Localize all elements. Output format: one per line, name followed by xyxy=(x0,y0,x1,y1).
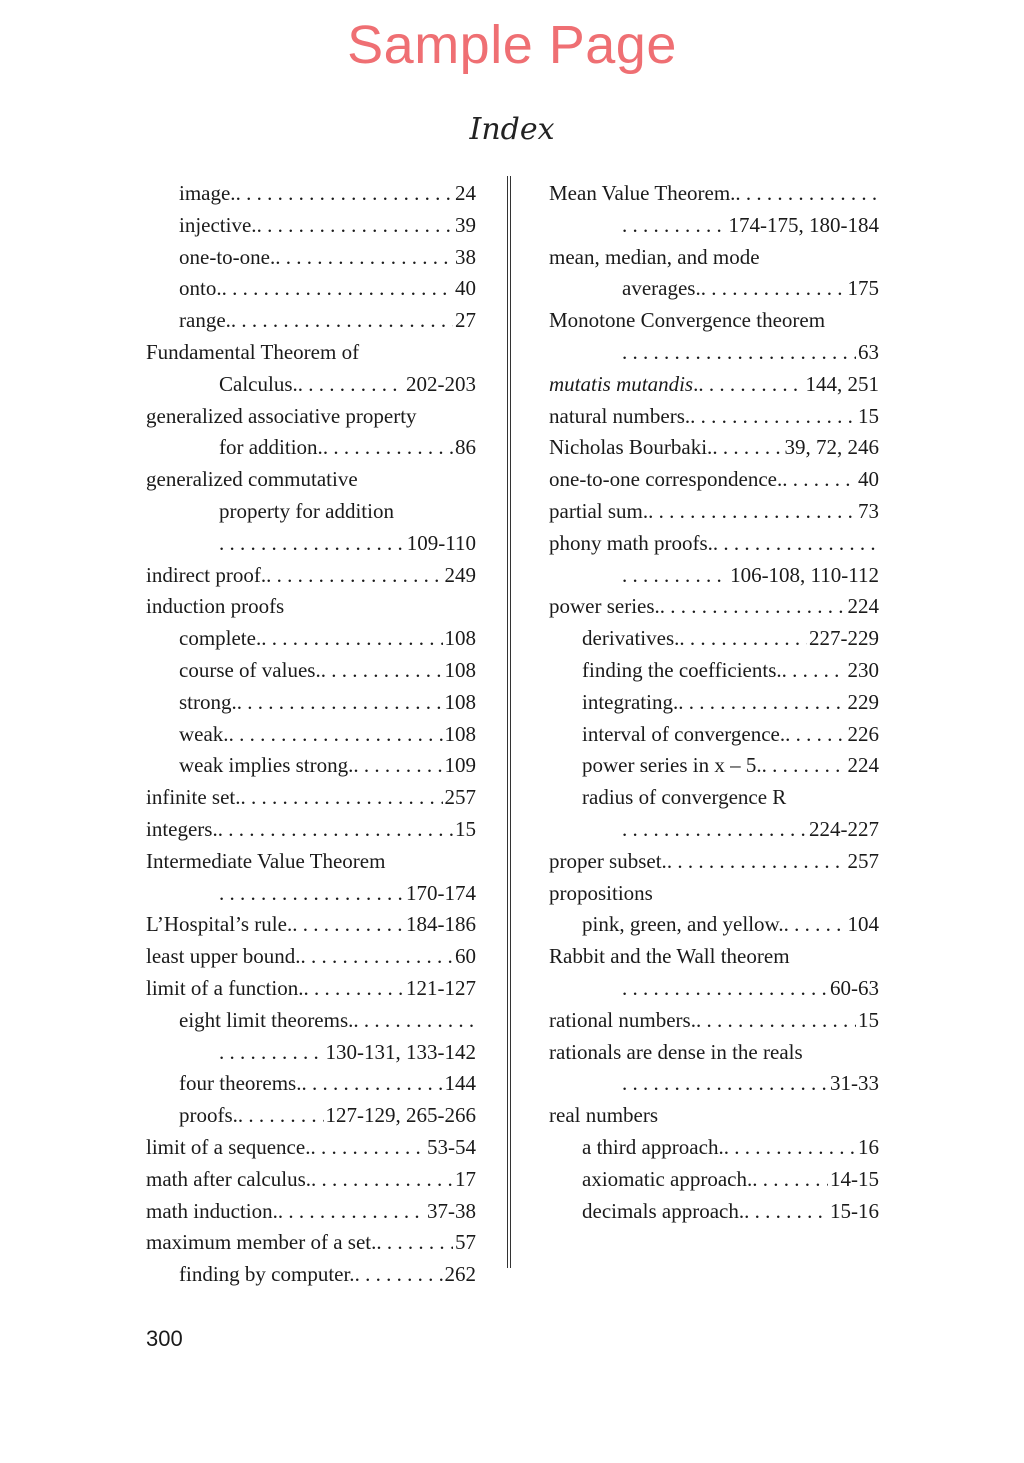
dot-leader xyxy=(298,369,404,401)
index-entry xyxy=(549,719,879,751)
index-entry-term: one-to-one correspondence. xyxy=(549,467,783,492)
index-entry-term: proofs. xyxy=(179,1103,238,1128)
dot-leader xyxy=(301,941,453,973)
index-entry xyxy=(146,1037,476,1069)
dot-leader xyxy=(353,1005,474,1037)
dot-leader xyxy=(690,401,856,433)
index-entry xyxy=(549,1037,879,1069)
index-entry xyxy=(549,782,879,814)
index-entry-term: rational numbers. xyxy=(549,1007,696,1032)
index-entry xyxy=(549,210,879,242)
index-entry-term: mutatis mutandis. xyxy=(549,371,699,396)
index-entry-term: finding the coefficients. xyxy=(582,657,782,682)
dot-leader xyxy=(735,178,877,210)
index-entry-pages: 229 xyxy=(847,689,879,714)
index-entry xyxy=(549,369,879,401)
dot-leader xyxy=(292,909,404,941)
index-entry-term: averages. xyxy=(622,276,701,301)
index-entry xyxy=(549,305,879,337)
index-entry-pages: 130-131, 133-142 xyxy=(325,1039,476,1064)
index-entry-term: maximum member of a set. xyxy=(146,1230,377,1255)
index-entry-pages: 39, 72, 246 xyxy=(784,435,879,460)
index-entry xyxy=(146,750,476,782)
index-entry xyxy=(146,909,476,941)
index-entry-pages: 17 xyxy=(455,1166,476,1191)
dot-leader xyxy=(310,1132,425,1164)
dot-leader xyxy=(762,750,846,782)
dot-leader xyxy=(784,909,846,941)
index-entry-term: mean, median, and mode xyxy=(549,244,760,269)
index-entry-pages: 108 xyxy=(444,721,476,746)
index-entry-pages: 53-54 xyxy=(427,1134,476,1159)
dot-leader xyxy=(311,1164,453,1196)
dot-leader xyxy=(622,337,856,369)
index-entry-term: finding by computer. xyxy=(179,1262,355,1287)
dot-leader xyxy=(678,687,845,719)
index-entry-term: math after calculus. xyxy=(146,1166,312,1191)
dot-leader xyxy=(622,1068,828,1100)
dot-leader xyxy=(266,560,442,592)
index-entry-term: integers. xyxy=(146,816,218,841)
index-entry-pages: 37-38 xyxy=(427,1198,476,1223)
dot-leader xyxy=(229,719,443,751)
dot-leader xyxy=(782,655,846,687)
index-entry xyxy=(549,909,879,941)
index-entry-pages: 170-174 xyxy=(406,880,476,905)
index-entry-term: for addition. xyxy=(219,435,323,460)
index-entry xyxy=(549,337,879,369)
index-entry-term: partial sum. xyxy=(549,498,649,523)
index-entry xyxy=(146,432,476,464)
index-entry-term: power series. xyxy=(549,594,660,619)
dot-leader xyxy=(219,528,405,560)
index-entry-pages: 230 xyxy=(847,657,879,682)
index-column-left xyxy=(146,178,476,1291)
index-entry xyxy=(146,814,476,846)
section-title: Index xyxy=(469,112,555,147)
dot-leader xyxy=(219,1037,324,1069)
index-entry-pages: 15-16 xyxy=(830,1198,879,1223)
dot-leader xyxy=(275,242,453,274)
index-entry-term: Mean Value Theorem. xyxy=(549,181,736,205)
index-entry-pages: 108 xyxy=(444,657,476,682)
index-entry-pages: 109-110 xyxy=(406,530,476,555)
index-entry xyxy=(549,941,879,973)
dot-leader xyxy=(278,1196,425,1228)
index-entry-term: range. xyxy=(179,308,231,333)
dot-leader xyxy=(353,750,442,782)
index-entry-term: one-to-one. xyxy=(179,244,276,269)
index-entry-pages: 27 xyxy=(455,308,476,333)
index-entry xyxy=(549,178,879,210)
index-entry-pages: 262 xyxy=(444,1262,476,1287)
index-entry-term: decimals approach. xyxy=(582,1198,745,1223)
index-entry xyxy=(549,655,879,687)
index-entry-term: strong. xyxy=(179,689,237,714)
index-entry-pages: 108 xyxy=(444,626,476,651)
index-entry-pages: 224 xyxy=(847,594,879,619)
index-entry xyxy=(549,401,879,433)
dot-leader xyxy=(712,432,782,464)
index-entry-term: least upper bound. xyxy=(146,944,301,969)
index-entry-pages: 108 xyxy=(444,689,476,714)
index-column-right xyxy=(549,178,879,1227)
index-entry-pages: 60 xyxy=(455,944,476,969)
dot-leader xyxy=(679,623,807,655)
index-entry-term: generalized associative property xyxy=(146,403,417,428)
index-entry-term: natural numbers. xyxy=(549,403,691,428)
index-entry-pages: 175 xyxy=(847,276,879,301)
index-entry xyxy=(549,1005,879,1037)
dot-leader xyxy=(321,655,443,687)
index-entry-term: infinite set. xyxy=(146,785,241,810)
index-entry-term: Intermediate Value Theorem xyxy=(146,848,386,873)
index-entry-term: phony math proofs. xyxy=(549,530,713,555)
dot-leader xyxy=(667,846,846,878)
index-entry-pages: 224 xyxy=(847,753,879,778)
index-entry-pages: 109 xyxy=(444,753,476,778)
page-number: 300 xyxy=(146,1326,183,1351)
dot-leader xyxy=(240,782,442,814)
watermark: Sample Page xyxy=(347,15,677,75)
index-entry-pages: 202-203 xyxy=(406,371,476,396)
index-entry-pages: 40 xyxy=(858,467,879,492)
index-entry-pages: 16 xyxy=(858,1134,879,1159)
index-entry-pages: 121-127 xyxy=(406,975,476,1000)
index-entry-term: complete. xyxy=(179,626,262,651)
index-entry-pages: 184-186 xyxy=(406,912,476,937)
index-entry xyxy=(549,496,879,528)
index-entry-term: induction proofs xyxy=(146,594,285,619)
dot-leader xyxy=(698,369,803,401)
index-entry xyxy=(146,528,476,560)
dot-leader xyxy=(744,1196,828,1228)
index-entry-term: onto. xyxy=(179,276,222,301)
index-entry-pages: 15 xyxy=(858,1007,879,1032)
index-entry-pages: 257 xyxy=(847,848,879,873)
index-entry xyxy=(146,1259,476,1291)
index-entry xyxy=(549,273,879,305)
index-entry xyxy=(146,305,476,337)
index-entry-term: generalized commutative xyxy=(146,467,358,492)
index-entry xyxy=(146,1196,476,1228)
index-entry-term: radius of convergence R xyxy=(582,785,787,810)
index-entry xyxy=(146,178,476,210)
index-entry-term: limit of a sequence. xyxy=(146,1134,311,1159)
index-entry-pages: 15 xyxy=(858,403,879,428)
index-entry xyxy=(146,560,476,592)
index-entry xyxy=(549,814,879,846)
dot-leader xyxy=(785,719,845,751)
index-entry-term: weak. xyxy=(179,721,229,746)
index-entry-pages: 60-63 xyxy=(830,975,879,1000)
index-entry xyxy=(146,846,476,878)
index-entry xyxy=(146,1005,476,1037)
index-entry-pages: 63 xyxy=(858,339,879,364)
index-entry-term: axiomatic approach. xyxy=(582,1166,753,1191)
index-entry xyxy=(146,655,476,687)
index-entry xyxy=(146,369,476,401)
index-entry-term: Calculus. xyxy=(219,371,298,396)
dot-leader xyxy=(323,432,453,464)
index-entry xyxy=(549,560,879,592)
dot-leader xyxy=(648,496,856,528)
index-entry-term: power series in x – 5. xyxy=(582,753,762,778)
dot-leader xyxy=(622,210,727,242)
dot-leader xyxy=(219,878,404,910)
index-entry-term: weak implies strong. xyxy=(179,753,354,778)
index-entry xyxy=(549,687,879,719)
index-entry xyxy=(146,1227,476,1259)
index-entry xyxy=(146,623,476,655)
index-entry-pages: 104 xyxy=(847,912,879,937)
index-entry xyxy=(146,782,476,814)
index-entry xyxy=(146,1068,476,1100)
dot-leader xyxy=(301,1068,442,1100)
dot-leader xyxy=(237,687,443,719)
index-entry-pages: 144 xyxy=(444,1071,476,1096)
index-entry-term: eight limit theorems. xyxy=(179,1007,354,1032)
index-entry xyxy=(549,1164,879,1196)
index-entry xyxy=(549,1100,879,1132)
index-entry xyxy=(549,1132,879,1164)
dot-leader xyxy=(355,1259,443,1291)
index-entry-pages: 40 xyxy=(455,276,476,301)
column-divider xyxy=(507,176,511,1268)
dot-leader xyxy=(752,1164,828,1196)
index-entry-term: derivatives. xyxy=(582,626,680,651)
index-entry xyxy=(146,496,476,528)
dot-leader xyxy=(238,1100,324,1132)
index-entry xyxy=(549,1196,879,1228)
index-entry-pages: 227-229 xyxy=(809,626,879,651)
index-entry xyxy=(146,973,476,1005)
dot-leader xyxy=(782,464,856,496)
index-entry-term: real numbers xyxy=(549,1103,659,1128)
index-entry-term: Monotone Convergence theorem xyxy=(549,308,826,333)
index-entry-term: Fundamental Theorem of xyxy=(146,339,360,364)
index-entry xyxy=(146,687,476,719)
index-entry-pages: 24 xyxy=(455,181,476,205)
index-entry-term: rationals are dense in the reals xyxy=(549,1039,803,1064)
index-entry-term: property for addition xyxy=(219,498,394,523)
index-entry-pages: 57 xyxy=(455,1230,476,1255)
index-entry xyxy=(549,1068,879,1100)
dot-leader xyxy=(660,591,846,623)
dot-leader xyxy=(724,1132,856,1164)
index-entry-pages: 73 xyxy=(858,498,879,523)
index-entry xyxy=(146,401,476,433)
index-entry-term: proper subset. xyxy=(549,848,667,873)
dot-leader xyxy=(231,305,453,337)
index-entry xyxy=(549,242,879,274)
index-entry-pages: 127-129, 265-266 xyxy=(325,1103,476,1128)
index-entry-pages: 226 xyxy=(847,721,879,746)
index-entry-term: injective. xyxy=(179,212,257,237)
index-entry-term: limit of a function. xyxy=(146,975,304,1000)
index-entry-pages: 224-227 xyxy=(809,816,879,841)
index-entry xyxy=(146,464,476,496)
index-entry-pages: 106-108, 110-112 xyxy=(730,562,879,587)
index-entry xyxy=(146,337,476,369)
dot-leader xyxy=(696,1005,856,1037)
index-entry-term: interval of convergence. xyxy=(582,721,786,746)
index-entry xyxy=(549,846,879,878)
index-entry-pages: 31-33 xyxy=(830,1071,879,1096)
index-entry xyxy=(549,464,879,496)
index-entry xyxy=(549,591,879,623)
index-entry-term: L’Hospital’s rule. xyxy=(146,912,293,937)
dot-leader xyxy=(622,814,807,846)
index-entry-pages: 144, 251 xyxy=(805,371,879,396)
index-entry-term: propositions xyxy=(549,880,653,905)
index-entry xyxy=(146,210,476,242)
dot-leader xyxy=(261,623,442,655)
index-entry-term: indirect proof. xyxy=(146,562,267,587)
index-entry xyxy=(549,528,879,560)
dot-leader xyxy=(222,273,453,305)
index-entry-pages: 15 xyxy=(455,816,476,841)
index-entry-pages: 257 xyxy=(444,785,476,810)
dot-leader xyxy=(701,273,846,305)
index-entry-term: four theorems. xyxy=(179,1071,302,1096)
dot-leader xyxy=(622,973,828,1005)
index-entry xyxy=(146,591,476,623)
index-entry-term: Rabbit and the Wall theorem xyxy=(549,944,790,969)
index-entry xyxy=(549,878,879,910)
index-entry xyxy=(146,1132,476,1164)
index-entry-term: image. xyxy=(179,181,236,205)
index-entry-pages: 38 xyxy=(455,244,476,269)
index-entry xyxy=(146,273,476,305)
index-entry-term: Nicholas Bourbaki. xyxy=(549,435,713,460)
dot-leader xyxy=(622,560,728,592)
index-entry xyxy=(549,750,879,782)
index-entry-term: pink, green, and yellow. xyxy=(582,912,784,937)
index-entry xyxy=(549,623,879,655)
index-entry-pages: 39 xyxy=(455,212,476,237)
index-entry xyxy=(146,878,476,910)
index-entry xyxy=(146,242,476,274)
index-entry xyxy=(146,1100,476,1132)
index-entry xyxy=(146,941,476,973)
index-entry-term: a third approach. xyxy=(582,1134,724,1159)
index-entry-pages: 86 xyxy=(455,435,476,460)
index-entry-term: math induction. xyxy=(146,1198,278,1223)
index-entry-pages: 14-15 xyxy=(830,1166,879,1191)
index-entry-pages: 174-175, 180-184 xyxy=(728,212,879,237)
index-entry-term: integrating. xyxy=(582,689,679,714)
dot-leader xyxy=(257,210,453,242)
index-entry xyxy=(549,432,879,464)
dot-leader xyxy=(236,178,453,210)
index-entry-pages: 249 xyxy=(444,562,476,587)
index-entry xyxy=(549,973,879,1005)
dot-leader xyxy=(303,973,404,1005)
index-entry xyxy=(146,1164,476,1196)
dot-leader xyxy=(713,528,877,560)
index-entry-term: course of values. xyxy=(179,657,321,682)
dot-leader xyxy=(218,814,453,846)
index-entry xyxy=(146,719,476,751)
dot-leader xyxy=(376,1227,453,1259)
